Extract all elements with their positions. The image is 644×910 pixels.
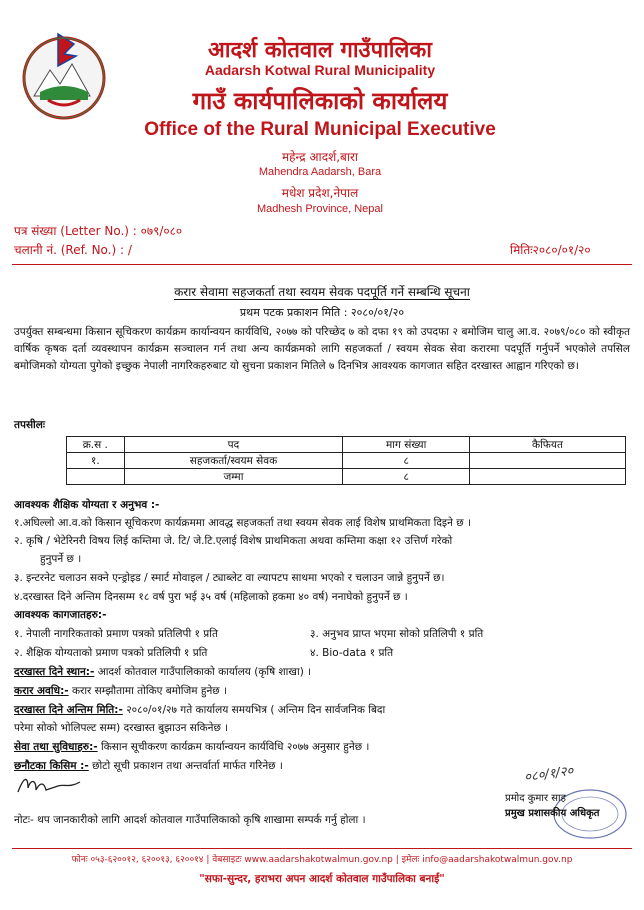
signatory-name: प्रमोद कुमार साह xyxy=(505,793,566,804)
municipality-name-en: Aadarsh Kotwal Rural Municipality xyxy=(204,62,436,78)
letter-number xyxy=(14,222,182,239)
application-place-value: आदर्श कोतवाल गाउँपालिकाको कार्यालय (कृषि शाखा) । xyxy=(97,666,312,678)
notice-subject-text: करार सेवामा सहजकर्ता तथा स्वयम सेवक पदपूर्ति गर्ने सम्बन्धि सूचना xyxy=(174,285,470,299)
ref-number-value: / xyxy=(127,243,132,257)
qualification-item-cont: हुनुपर्ने छ । xyxy=(40,553,82,565)
notice-intro: उपर्युक्त सम्बन्धमा किसान सूचिकरण कार्यक्रम कार्यान्वयन कार्यविधि, २०७७ को परिच्छेद ७ को दफा १९ को उपदफा २ बमोजिम चालु आ.व. २०७९/०८० को स्वीकृत वार्षिक कृषक दर्ता व्यवस्थापन कार्यक्रम सञ्चालन गर्न तथा अन्य कार्यक्रमको लागि सहजकर्ता / स्वयम सेवक सेवा करारमा पदपूर्ति गर्नुपर्ने भएकोले तपसिल बमोजिमको योग्यता पुगेको इच्छुक नेपाली नागरिकहरुबाट यो सुचना प्रकाशन मितिले ७ दिनभित्र आवश्यक कागजात सहित दरखास्त आह्वान गरिएको छ। xyxy=(14,326,630,372)
ref-number-label: चलानी नं. (Ref. No.) : xyxy=(14,243,125,257)
service-benefits xyxy=(14,740,369,754)
cell-post: सहजकर्ता/स्वयम सेवक xyxy=(124,453,343,469)
letter-number-value: ०७९/०८० xyxy=(140,224,183,238)
address-line1-en: Mahendra Aadarsh, Bara xyxy=(258,166,382,178)
service-benefits-value: किसान सूचीकरण कार्यक्रम कार्यान्वयन कार्यविधि २०७७ अनुसार हुनेछ । xyxy=(100,741,370,753)
address-line1-np: महेन्द्र आदर्श,बारा xyxy=(281,150,359,164)
footer-divider xyxy=(12,848,632,849)
cell-count: ८ xyxy=(343,453,470,469)
col-remarks-header: कैफियत xyxy=(470,437,626,453)
cell-total-label: जम्मा xyxy=(124,469,343,485)
notice-subject xyxy=(0,283,644,300)
nepal-emblem-icon xyxy=(18,26,110,126)
address-line2-en: Madhesh Province, Nepal xyxy=(257,203,383,215)
cell-total-count: ८ xyxy=(343,469,470,485)
document-item: ३. अनुभव प्राप्त भएमा सोको प्रतिलिपी १ प्रति xyxy=(310,628,484,640)
cell-remarks xyxy=(470,469,626,485)
signature-icon xyxy=(14,772,84,800)
document-item: १. नेपाली नागरिकताको प्रमाण पत्रको प्रतिलिपी १ प्रति xyxy=(14,628,218,640)
qualification-item: १.अघिल्लो आ.व.को किसान सूचिकरण कार्यक्रममा आवद्ध सहजकर्ता तथा स्वयम सेवक लाई विशेष प्राथमिकता दिइने छ । xyxy=(14,517,471,529)
qualification-item: ३. इन्टरनेट चलाउन सक्ने एन्ड्रोइड / स्मार्ट मोवाइल / ट्याब्लेट वा ल्यापटप साथमा भएको र चलाउन जान्ने हुनुपर्ने छ। xyxy=(14,572,445,584)
application-place xyxy=(14,665,311,679)
selection-method-label: छनौटका किसिम :- xyxy=(14,760,89,772)
col-count-header: माग संख्या xyxy=(343,437,470,453)
document-item: २. शैक्षिक योग्यताको प्रमाण पत्रको प्रतिलिपी १ प्रति xyxy=(14,647,208,659)
cell-sn xyxy=(67,469,125,485)
qualification-item: ४.दरखास्त दिने अन्तिम दिनसम्म १८ वर्ष पुरा भई ३५ वर्ष (महिलाको हकमा ४० वर्ष) ननाघेको हुनुपर्ने छ । xyxy=(14,591,408,603)
issue-date-value: २०८०/०१/२० xyxy=(532,243,591,257)
cell-remarks xyxy=(470,453,626,469)
qualification-item: २. कृषि / भेटेरिनरी विषय लिई कम्तिमा जे. टि/ जे.टि.एलाई विशेष प्राथमिकता अथवा कम्तिमा कक्षा १२ उत्तिर्ण गरेको xyxy=(14,535,453,547)
contract-term-value: करार सम्झौतामा तोकिए बमोजिम हुनेछ । xyxy=(71,685,227,697)
table-total-row xyxy=(67,469,626,485)
deadline-value-cont: परेमा सोको भोलिपल्ट सम्म) दरखास्त बुझाउन सकिनेछ । xyxy=(14,722,229,734)
publication-date: प्रथम पटक प्रकाशन मिति : २०८०/०१/२० xyxy=(239,306,405,319)
ref-number xyxy=(14,241,132,258)
deadline-label: दरखास्त दिने अन्तिम मिति:- xyxy=(14,704,123,716)
col-sn-header: क्र.स . xyxy=(67,437,125,453)
deadline-value: २०८०/०१/२७ गते कार्यालय समयभित्र ( अन्तिम दिन सार्वजनिक बिदा xyxy=(126,704,386,716)
footer-contact: फोनः ०५३-६२००१२, ६२००१३, ६२००१४ | वेबसाइटः www.aadarshakotwalmun.gov.np | इमेलः info@aadarshakotwalmun.gov.np xyxy=(71,855,573,865)
table-row xyxy=(67,453,626,469)
selection-method xyxy=(14,759,283,773)
footer-note: नोटः- थप जानकारीको लागि आदर्श कोतवाल गाउँपालिकाको कृषि शाखामा सम्पर्क गर्नु होला । xyxy=(14,814,366,826)
handwritten-date: ०८०/१/२० xyxy=(523,763,575,786)
deadline xyxy=(14,703,385,717)
service-benefits-label: सेवा तथा सुविधाहरु:- xyxy=(14,741,98,753)
header-divider xyxy=(12,264,632,265)
cell-sn: १. xyxy=(67,453,125,469)
signatory-title: प्रमुख प्रशासकीय अधिकृत xyxy=(505,808,600,819)
issue-date xyxy=(510,241,591,258)
tapasil-label: तपसीलः xyxy=(14,419,46,431)
col-post-header: पद xyxy=(124,437,343,453)
vacancy-table xyxy=(66,436,626,485)
office-name-np: गाउँ कार्यपालिकाको कार्यालय xyxy=(192,87,448,115)
municipality-name-np: आदर्श कोतवाल गाउँपालिका xyxy=(208,38,432,63)
contract-term-label: करार अवधि:- xyxy=(14,685,69,697)
address-line2-np: मधेश प्रदेश,नेपाल xyxy=(281,186,359,200)
contract-term xyxy=(14,684,227,698)
selection-method-value: छोटो सूची प्रकाशन तथा अन्तर्वार्ता मार्फत गरिनेछ । xyxy=(92,760,283,772)
qualifications-heading: आवश्यक शैक्षिक योग्यता र अनुभव :- xyxy=(14,499,160,511)
office-name-en: Office of the Rural Municipal Executive xyxy=(144,119,496,140)
letter-number-label: पत्र संख्या (Letter No.) : xyxy=(14,224,137,238)
documents-heading: आवश्यक कागजातहरु:- xyxy=(14,609,107,621)
table-header-row xyxy=(67,437,626,453)
footer-slogan: "सफा-सुन्दर, हराभरा अपन आदर्श कोतवाल गाउँपालिका बनाईं" xyxy=(199,873,445,885)
application-place-label: दरखास्त दिने स्थान:- xyxy=(14,666,95,678)
issue-date-label: मितिः xyxy=(510,243,533,257)
document-item: ४. Bio-data १ प्रति xyxy=(310,647,394,659)
